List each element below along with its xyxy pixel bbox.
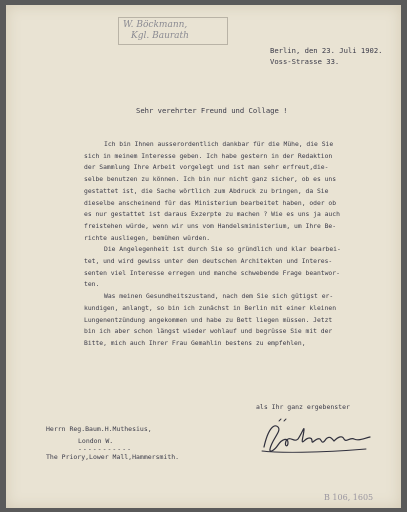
body-line: bin ich aber schon längst wieder wohlauf und begrüsse Sie mit der bbox=[84, 328, 333, 336]
recipient-street: The Priory,Lower Mall,Hammersmith. bbox=[46, 453, 180, 462]
body-line: richte ausliegen, bemühen würden. bbox=[84, 234, 211, 242]
body-line: der Sammlung Ihre Arbeit vorgelegt und ist man sehr erfreut,die- bbox=[84, 164, 329, 172]
place-date: Berlin, den 23. Juli 1902. bbox=[270, 46, 383, 55]
body-line: tet, und wird gewiss unter den deutschen Architekten und Interes- bbox=[84, 258, 333, 266]
letter-page bbox=[6, 5, 401, 508]
body-line: senten viel Interesse erregen und manche schwebende Frage beantwor- bbox=[84, 269, 340, 277]
archive-mark: B 106, 1605 bbox=[324, 493, 374, 502]
body-line: Bitte, mich auch Ihrer Frau Gemahlin bestens zu empfehlen, bbox=[84, 339, 306, 347]
body-line: es nur gestattet ist daraus Exzerpte zu machen ? Wie es uns ja auch bbox=[84, 211, 340, 219]
salutation: Sehr verehrter Freund und Collage ! bbox=[136, 106, 288, 115]
body-line: Ich bin Ihnen ausserordentlich dankbar für die Mühe, die Sie bbox=[104, 141, 334, 148]
recipient-name: Herrn Reg.Baum.H.Muthesius, bbox=[46, 425, 152, 433]
letter-body bbox=[84, 139, 380, 350]
address-rule: ----------- bbox=[78, 445, 133, 454]
recipient-city: London W. bbox=[78, 436, 114, 445]
body-line: Die Angelegenheit ist durch Sie so gründlich und klar bearbei- bbox=[104, 246, 341, 254]
pencil-note-line-1: W. Böckmann, bbox=[123, 20, 188, 30]
body-line: sich in meinem Interesse geben. Ich habe gestern in der Redaktion bbox=[84, 152, 333, 160]
closing-phrase: als Ihr ganz ergebenster bbox=[256, 403, 350, 411]
pencil-note-line-2: Kgl. Baurath bbox=[131, 31, 189, 41]
body-line: freistehen würde, wenn wir uns vom Handelsministerium, um Ihre Be- bbox=[84, 222, 337, 230]
body-line: gestattet ist, die Sache wörtlich zum Abdruck zu bringen, da Sie bbox=[84, 187, 329, 195]
street-address: Voss-Strasse 33. bbox=[270, 57, 340, 66]
body-line: Was meinen Gesundheitszustand, nach dem Sie sich gütigst er- bbox=[104, 293, 334, 301]
pencil-annotation-box bbox=[118, 17, 228, 45]
body-line: selbe benutzen zu können. Ich bin nur nicht ganz sicher, ob es uns bbox=[84, 176, 337, 184]
letter-header bbox=[270, 45, 383, 67]
body-line: kundigen, anlangt, so bin ich zunächst in Berlin mit einer kleinen bbox=[84, 304, 337, 312]
body-line: Lungenentzündung angekommen und habe zu Bett liegen müssen. Jetzt bbox=[84, 316, 333, 324]
handwritten-signature bbox=[258, 417, 380, 457]
body-line: ten. bbox=[84, 281, 100, 289]
body-line: dieselbe anscheinend für das Ministerium bearbeitet haben, oder ob bbox=[84, 199, 337, 207]
recipient-address bbox=[46, 424, 179, 464]
